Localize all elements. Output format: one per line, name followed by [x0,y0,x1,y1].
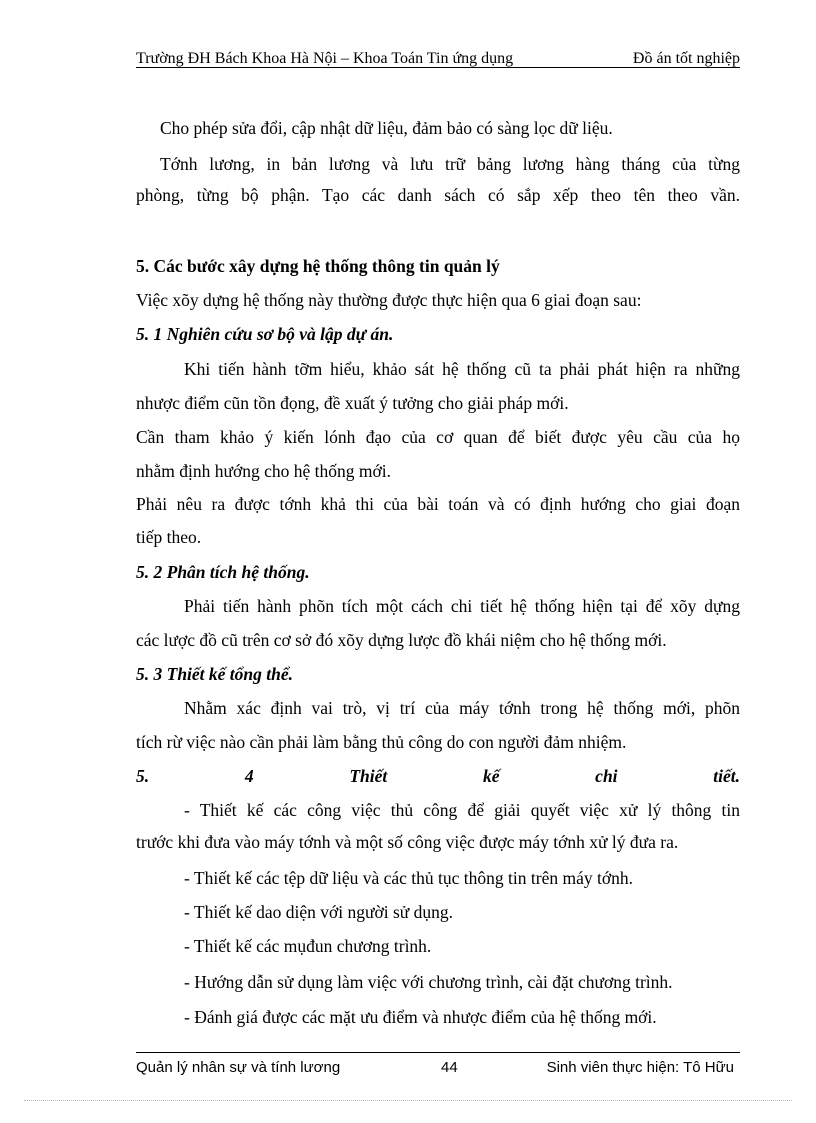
body-line: nhằm định hướng cho hệ thống mới. [136,461,391,481]
body-line: tích rừ việc nào cần phải làm bằng thủ công do con người đảm nhiệm. [136,732,627,752]
body-line: các lược đồ cũ trên cơ sở đó xõy dựng lược đồ khái niệm cho hệ thống mới. [136,630,667,650]
body-line: Cho phép sửa đổi, cập nhật dữ liệu, đảm bảo có sàng lọc dữ liệu. [160,118,613,138]
bullet-line: - Hướng dẫn sử dụng làm việc với chương trình, cài đặt chương trình. [184,972,673,992]
body-line: Việc xõy dựng hệ thống này thường được thực hiện qua 6 giai đoạn sau: [136,290,642,310]
page-header [136,48,740,70]
bullet-line: - Thiết kế dao diện với người sử dụng. [184,902,453,922]
section-heading: 5. Các bước xây dựng hệ thống thông tin quản lý [136,256,500,276]
bullet-line: - Đánh giá được các mặt ưu điểm và nhược điểm của hệ thống mới. [184,1007,657,1027]
header-title: Đồ án tốt nghiệp [632,50,740,67]
body-line: phòng, từng bộ phận. Tạo các danh sách có sắp xếp theo tên theo vần. [136,185,740,205]
page-footer [136,1052,740,1076]
body-line: Tớnh lương, in bản lương và lưu trữ bảng lương hàng tháng của từng [160,154,740,174]
body-line: Khi tiến hành tỡm hiểu, khảo sát hệ thống cũ ta phải phát hiện ra những [184,359,740,379]
body-line: nhược điểm cũn tồn đọng, đề xuất ý tưởng cho giải pháp mới. [136,393,569,413]
footer-author: Sinh viên thực hiện: Tô Hữu [546,1059,734,1076]
footer-rule [136,1052,740,1053]
body-line: Phải nêu ra được tớnh khả thi của bài toán và có định hướng cho giai đoạn [136,494,740,514]
header-school: Trường ĐH Bách Khoa Hà Nội – Khoa Toán Tin ứng dụng [136,50,514,67]
body-line: tiếp theo. [136,527,202,547]
body-line: - Thiết kế các công việc thủ công để giải quyết việc xử lý thông tin [184,800,740,820]
bullet-line: - Thiết kế các mụđun chương trình. [184,936,432,956]
body-line: trước khi đưa vào máy tớnh và một số công việc được máy tớnh xử lý đưa ra. [136,832,679,852]
page-number: 44 [441,1059,458,1076]
header-rule [136,67,740,68]
body-line: Phải tiến hành phõn tích một cách chi tiết hệ thống hiện tại để xõy dựng [184,596,740,616]
bullet-line: - Thiết kế các tệp dữ liệu và các thủ tục thông tin trên máy tớnh. [184,868,633,888]
subsection-heading: 5. 1 Nghiên cứu sơ bộ và lập dự án. [136,324,394,344]
subsection-heading: 5. 2 Phân tích hệ thống. [136,562,310,582]
footer-project-title: Quản lý nhân sự và tính lương [136,1059,341,1076]
subsection-heading: 5. 4 Thiết kế chi tiết. [136,766,740,786]
subsection-heading: 5. 3 Thiết kế tổng thể. [136,664,294,684]
page-edge-divider [24,1100,792,1101]
body-line: Nhằm xác định vai trò, vị trí của máy tớnh trong hệ thống mới, phõn [184,698,740,718]
body-line: Cần tham khảo ý kiến lónh đạo của cơ quan để biết được yêu cầu của họ [136,427,740,447]
